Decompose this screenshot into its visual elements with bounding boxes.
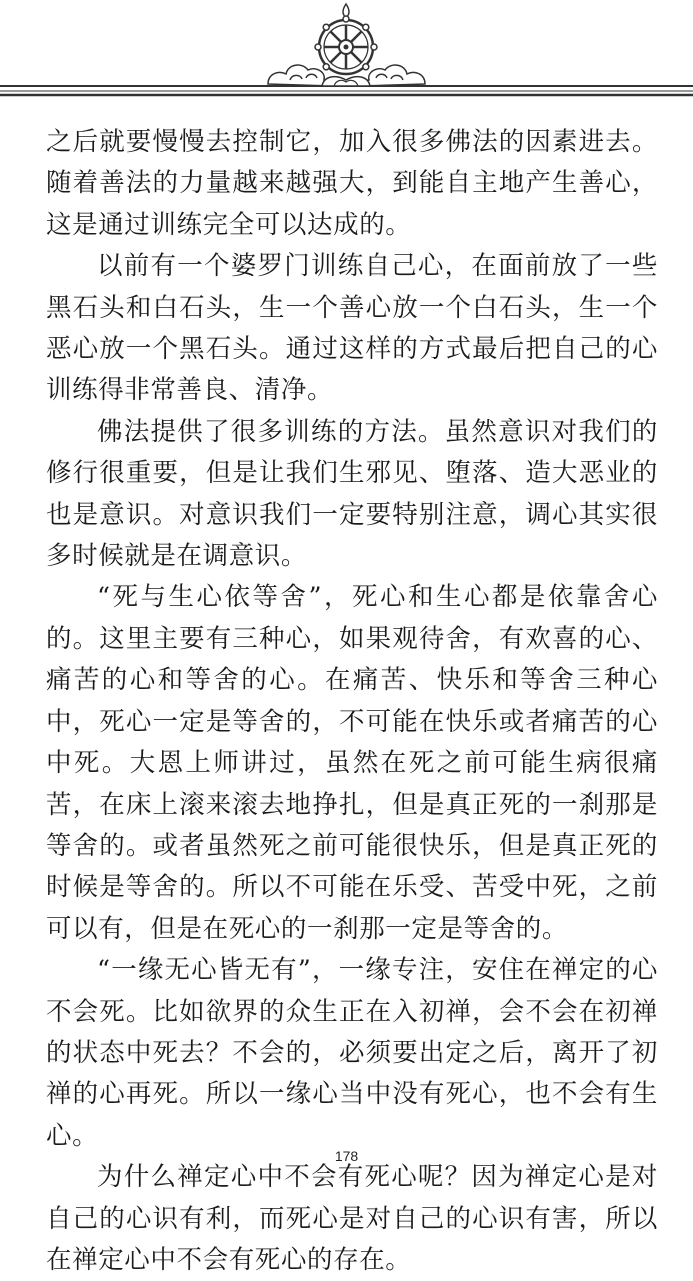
body-text	[46, 122, 658, 1281]
paragraph: 佛法提供了很多训练的方法。虽然意识对我们的修行很重要，但是让我们生邪见、堕落、造大恶业的也是意识。对意识我们一定要特别注意，调心其实很多时候就是在调意识。	[46, 416, 658, 572]
paragraph: “死与生心依等舍”，死心和生心都是依靠舍心的。这里主要有三种心，如果观待舍，有欢喜的心、痛苦的心和等舍的心。在痛苦、快乐和等舍三种心中，死心一定是等舍的，不可能在快乐或者痛苦的心中死。大恩上师讲过，虽然在死之前可能生病很痛苦，在床上滚来滚去地挣扎，但是真正死的一刹那是等舍的。或者虽然死之前可能很快乐，但是真正死的时候是等舍的。所以不可能在乐受、苦受中死，之前可以有，但是在死心的一刹那一定是等舍的。	[46, 582, 658, 944]
paragraph: 以前有一个婆罗门训练自己心，在面前放了一些黑石头和白石头，生一个善心放一个白石头，生一个恶心放一个黑石头。通过这样的方式最后把自己的心训练得非常善良、清净。	[46, 251, 658, 406]
header-ornament	[0, 0, 693, 110]
page-number: 178	[334, 1148, 359, 1164]
header-rule	[0, 86, 693, 95]
right-cloud-icon	[360, 65, 425, 86]
paragraph: 之后就要慢慢去控制它，加入很多佛法的因素进去。随着善法的力量越来越强大，到能自主地产生善心，这是通过训练完全可以达成的。	[46, 127, 658, 240]
paragraph: “一缘无心皆无有”，一缘专注，安住在禅定的心不会死。比如欲界的众生正在入初禅，会不会在初禅的状态中死去？不会的，必须要出定之后，离开了初禅的心再死。所以一缘心当中没有死心，也不会有生心。	[46, 955, 658, 1151]
paragraph: 为什么禅定心中不会有死心呢？因为禅定心是对自己的心识有利，而死心是对自己的心识有害，所以在禅定心中不会有死心的存在。	[46, 1162, 658, 1275]
dharma-wheel-icon	[315, 4, 377, 86]
